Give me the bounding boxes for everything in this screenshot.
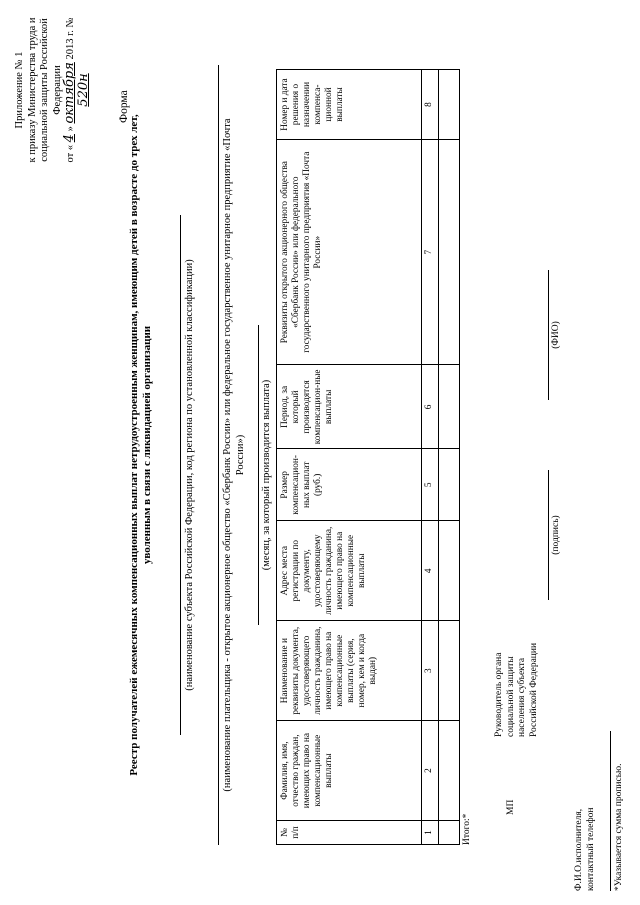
table-cell xyxy=(439,449,460,521)
header-amount: Размер компенсацион-ных выплат (руб.) xyxy=(277,449,422,521)
col-number-1: 1 xyxy=(422,821,439,845)
signature-underline xyxy=(548,470,549,600)
month-underline xyxy=(258,325,259,625)
table-cell xyxy=(439,140,460,365)
head-title-line-1: Руководитель органа xyxy=(494,652,504,737)
head-title xyxy=(494,607,540,737)
annex-date-line xyxy=(64,15,91,165)
header-decision: Номер и дата решения о назначении компенса-ционной выплаты xyxy=(277,70,422,140)
table-header-row xyxy=(277,70,422,845)
col-number-6: 6 xyxy=(422,365,439,449)
annex-date-day: 4 xyxy=(62,134,77,143)
annex-line-1: Приложение № 1 xyxy=(14,51,25,129)
table-empty-row xyxy=(439,70,460,845)
table-number-row xyxy=(422,70,439,845)
executor-block xyxy=(574,731,597,891)
table-cell xyxy=(439,821,460,845)
col-number-7: 7 xyxy=(422,140,439,365)
table-cell xyxy=(439,721,460,821)
payer-hint-line-1: (наименование плательщика - открытое акционерное общество «Сбербанк России» или федеральное государственное унитарное предприятие «Почта xyxy=(222,118,233,792)
head-title-line-2: социальной защиты xyxy=(505,656,516,737)
payer-underline xyxy=(218,65,219,845)
header-bank-details: Реквизиты открытого акционерного общества «Сбербанк России» или федерального государственного унитарного предприятия «Почта России» xyxy=(277,140,422,365)
fio-hint: (ФИО) xyxy=(551,321,561,349)
header-period: Период, за который производятся компенсацион-ные выплаты xyxy=(277,365,422,449)
footnote: *Указывается сумма прописью. xyxy=(614,763,624,891)
payer-hint xyxy=(222,45,247,865)
region-hint: (наименование субъекта Российской Федерации, код региона по установленной классификации) xyxy=(184,259,195,691)
table-cell xyxy=(439,621,460,721)
registry-table xyxy=(276,69,460,845)
region-underline xyxy=(180,215,181,735)
title-line-1: Реестр получателей ежемесячных компенсационных выплат нетрудоустроенным женщинам, имеющим детей в возрасте до трех лет, xyxy=(128,114,140,776)
table-cell xyxy=(439,70,460,140)
col-number-2: 2 xyxy=(422,721,439,821)
fio-underline xyxy=(548,270,549,400)
annex-line-3: социальной защиты Российской xyxy=(39,18,50,162)
signature-hint: (подпись) xyxy=(551,515,561,555)
title-line-2: уволенным в связи с ликвидацией организации xyxy=(141,325,153,565)
col-number-5: 5 xyxy=(422,449,439,521)
annex-order-number: 520н xyxy=(75,73,91,107)
head-title-line-3: населения субъекта xyxy=(517,657,527,737)
stamp-mp: МП xyxy=(506,799,516,815)
header-number: № п/п xyxy=(277,821,422,845)
payer-hint-line-2: России») xyxy=(234,434,246,476)
form-label: Форма xyxy=(118,90,130,123)
col-number-4: 4 xyxy=(422,521,439,621)
annex-line-4: Федерации xyxy=(51,65,63,115)
annex-line-2: к приказу Министерства труда и xyxy=(26,17,38,163)
header-address: Адрес места регистрации по документу, удостоверяющему личность гражданина, имеющего право на компенсационные выплаты xyxy=(277,521,422,621)
col-number-8: 8 xyxy=(422,70,439,140)
month-hint: (месяц, за который производится выплата) xyxy=(261,379,272,571)
annex-block xyxy=(14,15,91,165)
annex-date-mid: » xyxy=(65,126,76,132)
head-title-line-4: Российской Федерации xyxy=(528,642,539,737)
executor-line-2: контактный телефон xyxy=(585,807,596,891)
annex-date-month: октября xyxy=(62,62,77,124)
header-id-document: Наименование и реквизиты документа, удостоверяющего личность гражданина, имеющего право на компенсационные выплаты (серия, номер, кем и когда выдан) xyxy=(277,621,422,721)
table-cell xyxy=(439,521,460,621)
annex-date-year: 2013 г. № xyxy=(65,17,76,60)
footnote-rule xyxy=(610,731,611,891)
document-title xyxy=(128,65,154,825)
header-full-name: Фамилия, имя, отчество граждан, имеющих право на компенсационные выплаты xyxy=(277,721,422,821)
total-label: Итого:* xyxy=(462,813,472,845)
col-number-3: 3 xyxy=(422,621,439,721)
annex-date-prefix: от « xyxy=(65,144,76,163)
executor-line-1: Ф.И.О.исполнителя, xyxy=(574,808,584,891)
table-cell xyxy=(439,365,460,449)
